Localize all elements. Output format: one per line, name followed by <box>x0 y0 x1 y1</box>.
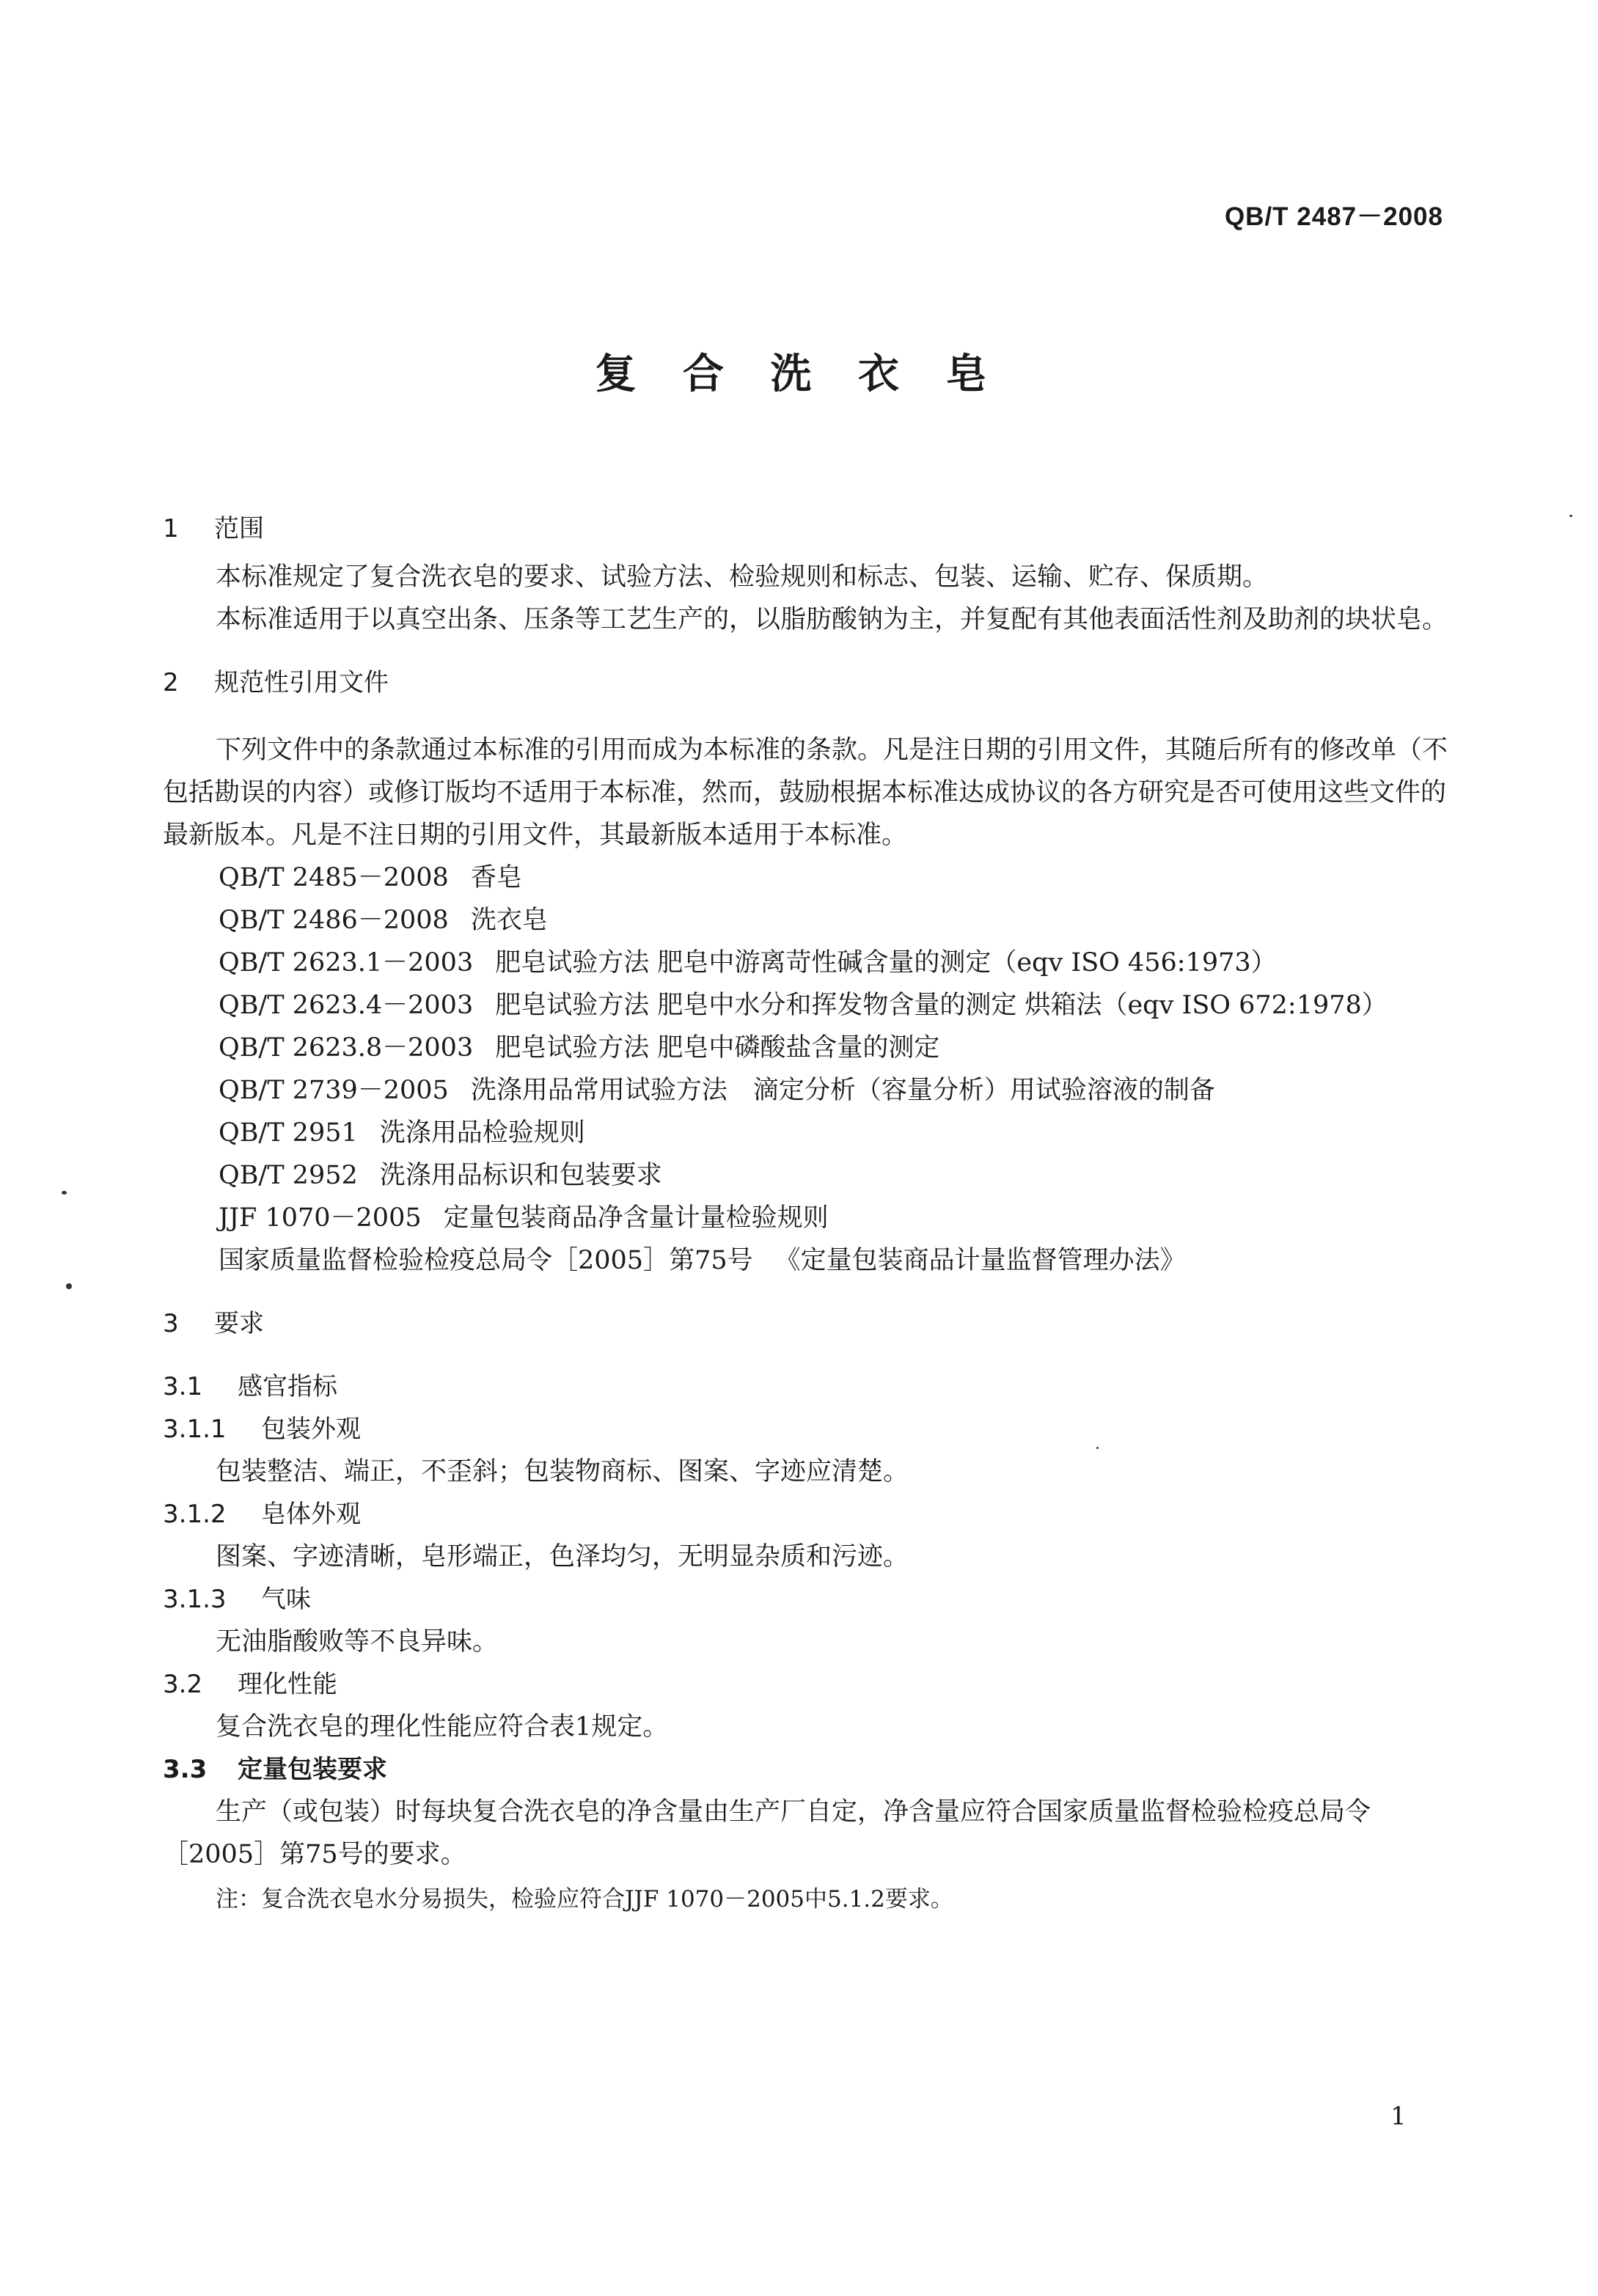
reference-item <box>163 899 1455 942</box>
paragraph: 生产（或包装）时每块复合洗衣皂的净含量由生产厂自定，净含量应符合国家质量监督检验检疫总局令［2005］第75号的要求。 <box>163 1797 1371 1869</box>
reference-name: 定量包装商品净含量计量检验规则 <box>443 1203 829 1233</box>
reference-code: QB/T 2623.8－2003 <box>219 1033 474 1063</box>
reference-item <box>163 1027 1455 1069</box>
subsection-heading-soap-appearance <box>163 1493 1455 1536</box>
reference-item <box>163 1112 1455 1154</box>
section-heading-scope <box>163 507 1455 550</box>
section-number: 3.1.2 <box>163 1500 227 1529</box>
section-title: 气味 <box>261 1585 311 1614</box>
scan-speck <box>66 1283 72 1289</box>
reference-item <box>163 1197 1455 1239</box>
section-heading-normative-references <box>163 661 1455 704</box>
reference-code: QB/T 2739－2005 <box>219 1076 449 1105</box>
section-number: 3.1.3 <box>163 1585 227 1614</box>
section-number: 3.1 <box>163 1372 203 1401</box>
reference-name: 肥皂试验方法 肥皂中游离苛性碱含量的测定（eqv ISO 456:1973） <box>495 948 1277 978</box>
reference-code: QB/T 2623.1－2003 <box>219 948 474 978</box>
reference-item <box>163 1239 1455 1282</box>
scan-speck <box>1569 515 1572 517</box>
scan-speck <box>62 1191 67 1195</box>
reference-name: 洗涤用品标识和包装要求 <box>379 1161 662 1190</box>
paragraph: 本标准适用于以真空出条、压条等工艺生产的，以脂肪酸钠为主，并复配有其他表面活性剂及助剂的块状皂。 <box>216 605 1448 634</box>
section-number: 2 <box>163 668 179 697</box>
reference-item <box>163 1154 1455 1197</box>
note: 注：复合洗衣皂水分易损失，检验应符合JJF 1070－2005中5.1.2要求。 <box>216 1886 953 1912</box>
subsection-heading-quantitative-packaging <box>163 1748 1455 1791</box>
reference-code: QB/T 2485－2008 <box>219 863 449 892</box>
reference-name: 洗涤用品常用试验方法 滴定分析（容量分析）用试验溶液的制备 <box>470 1076 1215 1105</box>
paragraph: 包装整洁、端正，不歪斜；包装物商标、图案、字迹应清楚。 <box>216 1457 909 1486</box>
section-heading-requirements <box>163 1302 1455 1345</box>
section-title: 包装外观 <box>261 1415 361 1444</box>
section-title: 要求 <box>214 1309 264 1338</box>
paragraph: 本标准规定了复合洗衣皂的要求、试验方法、检验规则和标志、包装、运输、贮存、保质期。 <box>216 562 1269 592</box>
subsection-heading-physicochemical <box>163 1663 1455 1706</box>
reference-code: JJF 1070－2005 <box>219 1203 422 1233</box>
reference-code: QB/T 2623.4－2003 <box>219 991 474 1020</box>
scan-speck <box>1096 1447 1099 1449</box>
section-title: 范围 <box>214 514 264 543</box>
reference-item <box>163 984 1455 1027</box>
reference-name: 《定量包装商品计量监督管理办法》 <box>774 1246 1186 1275</box>
reference-name: 香皂 <box>470 863 522 892</box>
section-title: 感官指标 <box>238 1372 337 1401</box>
reference-item <box>163 857 1455 899</box>
reference-code: 国家质量监督检验检疫总局令［2005］第75号 <box>219 1246 753 1275</box>
section-title: 理化性能 <box>238 1670 337 1699</box>
section-number: 3.1.1 <box>163 1415 227 1444</box>
section-title: 皂体外观 <box>261 1500 361 1529</box>
section-number: 3.3 <box>163 1755 208 1784</box>
reference-name: 洗涤用品检验规则 <box>379 1118 585 1148</box>
paragraph: 无油脂酸败等不良异味。 <box>216 1627 499 1657</box>
subsection-heading-odor <box>163 1578 1455 1621</box>
reference-code: QB/T 2486－2008 <box>219 906 449 935</box>
reference-item <box>163 942 1455 984</box>
reference-item <box>163 1069 1455 1112</box>
section-number: 3 <box>163 1309 179 1338</box>
reference-name: 肥皂试验方法 肥皂中水分和挥发物含量的测定 烘箱法（eqv ISO 672:1978） <box>495 991 1388 1020</box>
paragraph: 复合洗衣皂的理化性能应符合表1规定。 <box>216 1712 669 1742</box>
section-title: 定量包装要求 <box>238 1755 387 1784</box>
reference-name: 肥皂试验方法 肥皂中磷酸盐含量的测定 <box>495 1033 940 1063</box>
reference-code: QB/T 2952 <box>219 1161 358 1190</box>
document-title: 复 合 洗 衣 皂 <box>595 351 1003 398</box>
page-number: 1 <box>1390 2102 1407 2131</box>
reference-name: 洗衣皂 <box>470 906 548 935</box>
section-title: 规范性引用文件 <box>214 668 389 697</box>
section-number: 3.2 <box>163 1670 203 1699</box>
paragraph: 图案、字迹清晰，皂形端正，色泽均匀，无明显杂质和污迹。 <box>216 1542 909 1571</box>
paragraph: 下列文件中的条款通过本标准的引用而成为本标准的条款。凡是注日期的引用文件，其随后所有的修改单（不包括勘误的内容）或修订版均不适用于本标准，然而，鼓励根据本标准达成协议的各方研究是否可使用这些文件的最新版本。凡是不注日期的引用文件，其最新版本适用于本标准。 <box>163 736 1448 850</box>
subsection-heading-sensory <box>163 1365 1455 1408</box>
document-body <box>163 507 1455 1918</box>
standard-code: QB/T 2487－2008 <box>1224 202 1443 231</box>
reference-code: QB/T 2951 <box>219 1118 358 1148</box>
subsection-heading-package-appearance <box>163 1408 1455 1450</box>
section-number: 1 <box>163 514 179 543</box>
